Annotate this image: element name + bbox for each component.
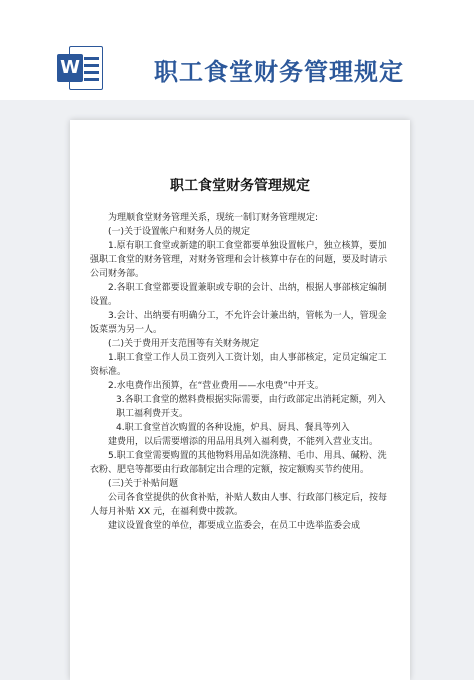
paragraph: 2.各职工食堂都要设置兼职或专职的会计、出纳，根据人事部核定编制设置。 [90, 283, 387, 307]
paragraph: 建费用，以后需要增添的用品用具列入福利费，不能列入营业支出。 [108, 437, 379, 447]
word-badge: W [57, 54, 83, 82]
page-line [84, 71, 99, 74]
section-heading: (三)关于补贴问题 [108, 479, 179, 489]
header-banner [0, 0, 474, 100]
paragraph: 1.原有职工食堂或新建的职工食堂都要单独设置帐户，独立核算，要加强职工食堂的财务管理，对财务管理和会计核算中存在的问题，要及时请示公司财务部。 [90, 241, 388, 279]
paragraph: 建议设置食堂的单位，都要成立监委会，在员工中选举监委会成 [108, 521, 361, 531]
page-line [84, 64, 99, 67]
paragraph: 5.职工食堂需要购置的其他物料用品如洗涤精、毛巾、用具、碱粉、洗衣粉、肥皂等都要由行政部制定出合理的定额，按定额购买节约使用。 [90, 451, 387, 475]
paragraph: 4.职工食堂首次购置的各种设施，炉具、厨具、餐具等列入 [116, 423, 350, 433]
section-heading: (一)关于设置帐户和财务人员的规定 [108, 227, 251, 237]
page-line [84, 78, 99, 81]
paragraph: 为理顺食堂财务管理关系，现统一制订财务管理规定: [108, 213, 319, 223]
paragraph: 3.会计、出纳要有明确分工，不允许会计兼出纳，管帐为一人，管现金饭菜票为另一人。 [90, 311, 387, 335]
word-document-icon [57, 46, 103, 90]
paragraph: 1.职工食堂工作人员工资列入工资计划，由人事部核定，定员定编定工资标准。 [90, 353, 387, 377]
document-body [90, 211, 390, 533]
banner-title: 职工食堂财务管理规定 [154, 58, 404, 86]
paragraph: 2.水电费作出预算，在“营业费用——水电费”中开支。 [108, 381, 324, 391]
paragraph: 公司各食堂提供的伙食补贴，补贴人数由人事、行政部门核定后，按每人每月补贴 XX 元，在福利费中拨款。 [90, 493, 388, 517]
paragraph: 3.各职工食堂的燃料费根据实际需要，由行政部定出消耗定额，列入职工福利费开支。 [116, 395, 386, 419]
section-heading: (二)关于费用开支范围等有关财务规定 [108, 339, 260, 349]
page-line [84, 57, 99, 60]
document-page [70, 120, 410, 680]
document-title: 职工食堂财务管理规定 [170, 178, 310, 194]
